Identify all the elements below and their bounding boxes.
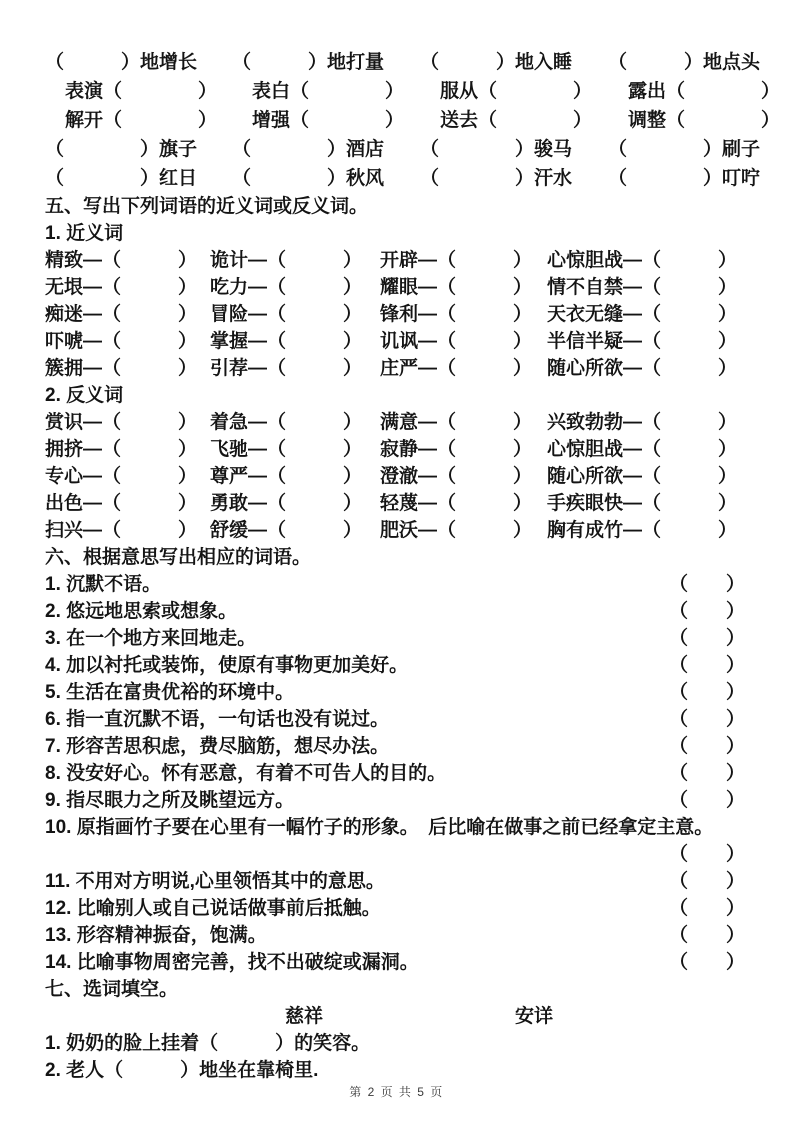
- definition-item: [45, 868, 745, 895]
- word-fill-section: [45, 48, 781, 193]
- word-choice-section: [45, 976, 745, 1084]
- word-pair-cell: 寂静—（ ）: [380, 439, 533, 460]
- synonym-row: [45, 247, 745, 274]
- fill-cell: 服从（ ）: [440, 81, 593, 102]
- answer-blank: （ ）: [668, 898, 745, 919]
- definition-text: 4. 加以衬托或装饰，使原有事物更加美好。: [45, 655, 409, 676]
- answer-blank: （ ）: [668, 628, 745, 649]
- answer-blank: （ ）: [668, 682, 745, 703]
- definition-item-blank-line: [45, 841, 745, 868]
- choice-sentence: 1. 奶奶的脸上挂着（ ）的笑容。: [45, 1033, 371, 1054]
- fill-cell: （ ）地打量: [232, 52, 385, 73]
- answer-blank: （ ）: [668, 844, 745, 865]
- word-pair-cell: 半信半疑—（ ）: [547, 331, 738, 352]
- section7-heading: 七、选词填空。: [45, 979, 179, 1000]
- definition-text: 5. 生活在富贵优裕的环境中。: [45, 682, 295, 703]
- section5-heading: 五、写出下列词语的近义词或反义词。: [45, 196, 369, 217]
- word-pair-cell: 澄澈—（ ）: [380, 466, 533, 487]
- definition-item: [45, 598, 745, 625]
- fill-cell: 表白（ ）: [252, 81, 405, 102]
- fill-cell: 表演（ ）: [65, 81, 218, 102]
- word-option: 慈祥: [285, 1006, 324, 1027]
- antonym-row: [45, 436, 745, 463]
- answer-blank: （ ）: [668, 574, 745, 595]
- page-footer: 第 2 页 共 5 页: [349, 1085, 444, 1099]
- fill-cell: （ ）秋风: [232, 168, 385, 189]
- answer-blank: （ ）: [668, 790, 745, 811]
- definition-item: [45, 760, 745, 787]
- fill-row: [45, 164, 761, 193]
- definition-item: [45, 679, 745, 706]
- fill-cell: （ ）地入睡: [420, 52, 573, 73]
- synonym-antonym-section: [45, 193, 745, 544]
- definition-item: [45, 625, 745, 652]
- word-pair-cell: 舒缓—（ ）: [210, 520, 363, 541]
- word-pair-cell: 胸有成竹—（ ）: [547, 520, 738, 541]
- definition-item: [45, 814, 745, 841]
- word-pair-cell: 诡计—（ ）: [210, 250, 363, 271]
- word-pair-cell: 冒险—（ ）: [210, 304, 363, 325]
- word-pair-cell: 无垠—（ ）: [45, 277, 198, 298]
- word-pair-cell: 赏识—（ ）: [45, 412, 198, 433]
- definition-item: [45, 895, 745, 922]
- fill-cell: 增强（ ）: [252, 110, 405, 131]
- word-pair-cell: 心惊胆战—（ ）: [547, 439, 738, 460]
- word-pair-cell: 手疾眼快—（ ）: [547, 493, 738, 514]
- word-pair-cell: 开辟—（ ）: [380, 250, 533, 271]
- word-pair-cell: 精致—（ ）: [45, 250, 198, 271]
- answer-blank: （ ）: [668, 763, 745, 784]
- section6-heading: 六、根据意思写出相应的词语。: [45, 547, 312, 568]
- antonym-row: [45, 490, 745, 517]
- word-pair-cell: 肥沃—（ ）: [380, 520, 533, 541]
- word-pair-cell: 随心所欲—（ ）: [547, 358, 738, 379]
- word-pair-cell: 勇敢—（ ）: [210, 493, 363, 514]
- word-pair-cell: 随心所欲—（ ）: [547, 466, 738, 487]
- definition-text: 6. 指一直沉默不语，一句话也没有说过。: [45, 709, 390, 730]
- word-pair-cell: 专心—（ ）: [45, 466, 198, 487]
- fill-cell: （ ）地点头: [608, 52, 761, 73]
- definition-text: 11. 不用对方明说,心里领悟其中的意思。: [45, 871, 385, 892]
- answer-blank: （ ）: [668, 952, 745, 973]
- fill-cell: 调整（ ）: [628, 110, 781, 131]
- definition-text: 12. 比喻别人或自己说话做事前后抵触。: [45, 898, 381, 919]
- word-pair-cell: 满意—（ ）: [380, 412, 533, 433]
- word-pair-cell: 痴迷—（ ）: [45, 304, 198, 325]
- definition-item: [45, 652, 745, 679]
- word-pair-cell: 尊严—（ ）: [210, 466, 363, 487]
- answer-blank: （ ）: [668, 655, 745, 676]
- fill-cell: （ ）骏马: [420, 139, 573, 160]
- fill-cell: （ ）红日: [45, 168, 198, 189]
- synonym-row: [45, 301, 745, 328]
- answer-blank: （ ）: [668, 925, 745, 946]
- word-pair-cell: 心惊胆战—（ ）: [547, 250, 738, 271]
- fill-row: [65, 77, 781, 106]
- fill-cell: （ ）旗子: [45, 139, 198, 160]
- word-pair-cell: 庄严—（ ）: [380, 358, 533, 379]
- word-pair-cell: 引荐—（ ）: [210, 358, 363, 379]
- antonym-row: [45, 409, 745, 436]
- word-pair-cell: 兴致勃勃—（ ）: [547, 412, 738, 433]
- word-option: 安详: [515, 1006, 554, 1027]
- word-pair-cell: 情不自禁—（ ）: [547, 277, 738, 298]
- fill-cell: （ ）汗水: [420, 168, 573, 189]
- word-pair-cell: 讥讽—（ ）: [380, 331, 533, 352]
- word-pair-cell: 拥挤—（ ）: [45, 439, 198, 460]
- fill-cell: 解开（ ）: [65, 110, 218, 131]
- word-pair-cell: 出色—（ ）: [45, 493, 198, 514]
- word-pair-cell: 掌握—（ ）: [210, 331, 363, 352]
- answer-blank: （ ）: [668, 601, 745, 622]
- definition-text: 13. 形容精神振奋，饱满。: [45, 925, 267, 946]
- fill-cell: 露出（ ）: [628, 81, 781, 102]
- word-pair-cell: 飞驰—（ ）: [210, 439, 363, 460]
- word-options: [45, 1003, 745, 1030]
- answer-blank: （ ）: [668, 736, 745, 757]
- synonym-row: [45, 328, 745, 355]
- definition-text: 14. 比喻事物周密完善，找不出破绽或漏洞。: [45, 952, 419, 973]
- worksheet-content: [45, 48, 781, 1084]
- definition-text: 3. 在一个地方来回地走。: [45, 628, 257, 649]
- definition-text: 8. 没安好心。怀有恶意，有着不可告人的目的。: [45, 763, 447, 784]
- synonym-label: 1. 近义词: [45, 223, 124, 244]
- definition-item: [45, 922, 745, 949]
- synonym-row: [45, 274, 745, 301]
- definition-item: [45, 787, 745, 814]
- definition-text: 7. 形容苦思积虑，费尽脑筋，想尽办法。: [45, 736, 390, 757]
- definition-section: [45, 544, 745, 976]
- word-pair-cell: 天衣无缝—（ ）: [547, 304, 738, 325]
- choice-sentence: 2. 老人（ ）地坐在靠椅里.: [45, 1060, 319, 1081]
- word-pair-cell: 着急—（ ）: [210, 412, 363, 433]
- fill-row: [65, 106, 781, 135]
- definition-text: 1. 沉默不语。: [45, 574, 162, 595]
- word-pair-cell: 锋利—（ ）: [380, 304, 533, 325]
- antonym-row: [45, 463, 745, 490]
- definition-text: 2. 悠远地思索或想象。: [45, 601, 238, 622]
- definition-item: [45, 571, 745, 598]
- fill-cell: （ ）刷子: [608, 139, 761, 160]
- antonym-label: 2. 反义词: [45, 385, 124, 406]
- fill-cell: （ ）酒店: [232, 139, 385, 160]
- definition-item: [45, 706, 745, 733]
- word-pair-cell: 吓唬—（ ）: [45, 331, 198, 352]
- word-pair-cell: 吃力—（ ）: [210, 277, 363, 298]
- word-pair-cell: 扫兴—（ ）: [45, 520, 198, 541]
- antonym-row: [45, 517, 745, 544]
- fill-row: [45, 48, 761, 77]
- word-pair-cell: 簇拥—（ ）: [45, 358, 198, 379]
- word-pair-cell: 轻蔑—（ ）: [380, 493, 533, 514]
- definition-text: 9. 指尽眼力之所及眺望远方。: [45, 790, 295, 811]
- fill-cell: 送去（ ）: [440, 110, 593, 131]
- synonym-row: [45, 355, 745, 382]
- fill-cell: （ ）地增长: [45, 52, 198, 73]
- word-pair-cell: 耀眼—（ ）: [380, 277, 533, 298]
- answer-blank: （ ）: [668, 871, 745, 892]
- fill-cell: （ ）叮咛: [608, 168, 761, 189]
- answer-blank: （ ）: [668, 709, 745, 730]
- fill-row: [45, 135, 761, 164]
- definition-text: 10. 原指画竹子要在心里有一幅竹子的形象。 后比喻在做事之前已经拿定主意。: [45, 817, 714, 838]
- definition-item: [45, 949, 745, 976]
- definition-item: [45, 733, 745, 760]
